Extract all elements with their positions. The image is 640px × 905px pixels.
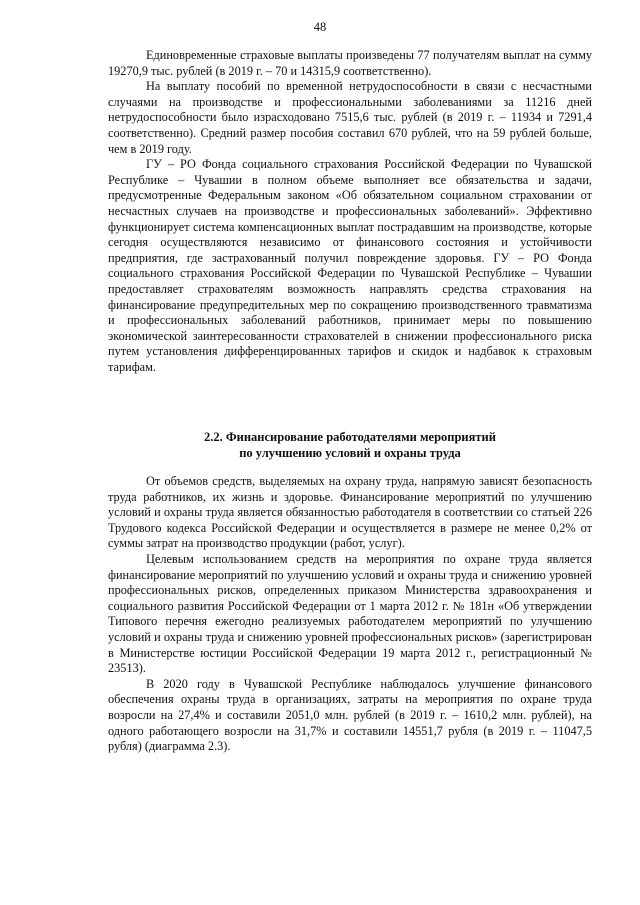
section-heading-line: 2.2. Финансирование работодателями мероприятий: [204, 430, 496, 444]
paragraph: На выплату пособий по временной нетрудоспособности в связи с несчастными случаями на производстве и профессиональными заболеваниями за 11216 дней нетрудоспособности было израсходовано 7515,6 тыс. рублей (в 2019 г. – 11934 и 7291,4 соответственно). Средний размер пособия составил 670 рублей, что на 59 рублей больше, чем в 2019 году.: [108, 79, 592, 156]
section-employer-financing: [108, 474, 592, 755]
paragraph: От объемов средств, выделяемых на охрану труда, напрямую зависят безопасность труда работников, их жизнь и здоровье. Финансирование мероприятий по улучшению условий и охраны труда является обязанностью работодателя в соответствии со статьей 226 Трудового кодекса Российской Федерации и осуществляется в размере не менее 0,2% от суммы затрат на производство продукции (работ, услуг).: [108, 474, 592, 551]
section-heading: [108, 430, 592, 461]
paragraph: ГУ – РО Фонда социального страхования Российской Федерации по Чувашской Республике – Чувашии в полном объеме выполняет все обязательства и задачи, предусмотренные Федеральным законом «Об обязательном социальном страховании от несчастных случаев на производстве и профессиональных заболеваний». Эффективно функционирует система компенсационных выплат пострадавшим на производстве, которые сегодня осуществляются независимо от финансового состояния и устойчивости предприятия, где застрахованный получил повреждение здоровья. ГУ – РО Фонда социального страхования Российской Федерации по Чувашской Республике – Чувашии предоставляет страхователям возможность направлять средства страхования на финансирование предупредительных мер по сокращению производственного травматизма и профессиональных заболеваний работников, принимает меры по повышению экономической заинтересованности страхователей в снижении профессионального риска путем установления дифференцированных тарифов и скидок и надбавок к страховым тарифам.: [108, 157, 592, 374]
paragraph: Единовременные страховые выплаты произведены 77 получателям выплат на сумму 19270,9 тыс. рублей (в 2019 г. – 70 и 14315,9 соответственно).: [108, 48, 592, 78]
section-heading-line: по улучшению условий и охраны труда: [239, 445, 461, 460]
page-number: 48: [313, 20, 327, 34]
paragraph: Целевым использованием средств на мероприятия по охране труда является финансирование мероприятий по улучшению условий и охраны труда и снижению уровней профессиональных рисков, определенных приказом Министерства здравоохранения и социального развития Российской Федерации от 1 марта 2012 г. № 181н «Об утверждении Типового перечня ежегодно реализуемых работодателем мероприятий по улучшению условий и охраны труда и снижению уровней профессиональных рисков» (зарегистрирован в Министерстве юстиции Российской Федерации 19 марта 2012 г., регистрационный № 23513).: [108, 551, 592, 676]
paragraph: В 2020 году в Чувашской Республике наблюдалось улучшение финансового обеспечения охраны труда в организациях, затраты на мероприятия по охране труда возросли на 27,4% и составили 2051,0 млн. рублей (в 2019 г. – 1610,2 млн. рублей), на одного работающего возросли на 31,7% и составили 14551,7 рубля (в 2019 г. – 11047,5 рубля) (диаграмма 2.3).: [108, 676, 592, 754]
section-insurance-payments: [108, 48, 592, 375]
